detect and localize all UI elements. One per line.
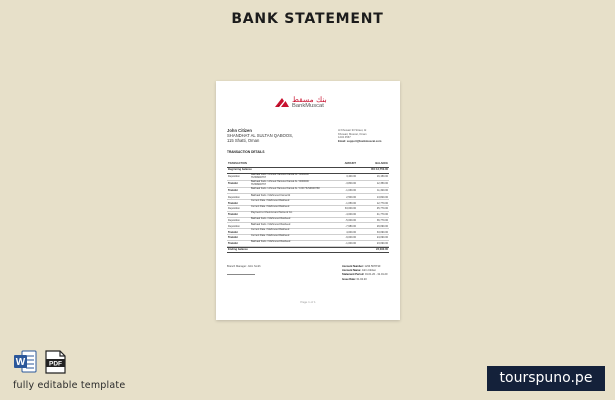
statement-period-value: 01.01.20 - 31.01.20: [364, 273, 388, 277]
transaction-description: Current Date / Mahmoud Rasheed: [251, 228, 290, 232]
customer-address-line1: SHANDHAT AL SULTAN QABOOS,: [227, 133, 294, 138]
transaction-balance: 11,320.00: [377, 188, 388, 192]
issue-date: [342, 278, 387, 282]
brand-badge[interactable]: tourspuno.pe: [487, 366, 605, 391]
transaction-description: Bakhaaf Faris / Ahmed Hamoud Kamal Al / 0000000 HUS9900767: [251, 173, 309, 180]
transaction-type: Transfer: [228, 201, 238, 205]
transaction-amount: 4,000.00: [346, 230, 356, 234]
customer-info: [227, 128, 293, 143]
header-balance: BALANCE: [375, 162, 388, 165]
transaction-amount: 33,000.00: [344, 207, 356, 211]
transaction-type: Deposition: [228, 207, 240, 211]
transaction-amount: 2,500.00: [346, 195, 356, 199]
transaction-description: Current Date / Mahmoud Rasheed: [251, 205, 290, 209]
bank-logo-mark-icon: [274, 96, 290, 109]
page-number: Page 1 of 1: [300, 300, 316, 304]
logo-arabic-text: بنك مسقط: [292, 95, 327, 104]
beginning-balance-value: RO 12,750.00: [371, 168, 388, 171]
bank-address-line: Khuwair, Muscat, Oman: [338, 132, 367, 136]
customer-address-line2: 115 Shatti, Oman: [227, 138, 260, 143]
file-format-icons: [13, 350, 69, 374]
header-amount: AMOUNT: [344, 162, 356, 165]
transaction-balance: 12,770.00: [376, 201, 388, 205]
ending-balance-label: Ending balance: [228, 247, 248, 251]
transaction-description: Payment to Chemist and Nurse & Co.: [251, 211, 293, 215]
pdf-document-icon[interactable]: [44, 350, 67, 374]
transaction-balance: 33,090.00: [376, 230, 388, 234]
transaction-amount: -7,680.00: [345, 224, 356, 228]
ending-balance-row: [227, 247, 389, 253]
pdf-label: PDF: [49, 360, 62, 368]
customer-name: John Citizen: [227, 128, 252, 133]
transaction-description: Bakhaaf Faris / Mahmoud Rasheed: [251, 216, 291, 220]
transaction-balance: 16,150.00: [376, 175, 388, 179]
transaction-balance: 45,770.00: [376, 207, 388, 211]
account-number-label: Account Number:: [342, 265, 364, 268]
transaction-balance: 29,090.00: [376, 224, 388, 228]
transaction-type: Transfer: [228, 236, 238, 240]
transaction-type: Transfer: [228, 188, 238, 192]
account-name-label: Account Name:: [342, 269, 362, 273]
transaction-type: Deposition: [228, 224, 240, 228]
header-transaction: TRANSACTION: [228, 162, 247, 165]
bank-address-line: Al Khuwair 33 Street, Al: [338, 129, 367, 132]
transaction-type: Deposition: [228, 195, 240, 199]
bank-logo: [274, 96, 344, 110]
account-number-value: 1234 5678 90: [364, 265, 381, 268]
issue-date-label: Issue Date:: [342, 277, 356, 281]
transaction-amount: -1,000.00: [345, 242, 356, 246]
transaction-type: Deposition: [228, 175, 240, 179]
transaction-balance: 12,350.00: [376, 182, 388, 186]
branch-manager: Branch Manager: John Smith: [227, 265, 261, 268]
account-info: [342, 265, 387, 282]
transaction-type: Deposition: [228, 218, 240, 222]
bank-address-line: 1234 4567: [338, 136, 351, 140]
transaction-amount: -1,030.00: [345, 188, 356, 192]
transaction-type: Transfer: [228, 230, 238, 234]
statement-document: [216, 81, 400, 320]
account-name-value: John Citizen: [361, 269, 377, 273]
transaction-description: Bakhaaf Faris / Ahmed Hamoud Kamal Al / 0000000 HUS9900767: [251, 180, 309, 186]
bank-email: Email: support@bankmuscat.com: [338, 139, 382, 143]
transaction-rows: [227, 174, 389, 247]
ending-balance-value: 23,090.00: [376, 247, 388, 251]
transaction-description: Current Date / Mahmoud Rasheed: [251, 199, 290, 203]
transaction-type: Transfer: [228, 242, 238, 246]
logo-name: BankMuscat: [292, 103, 324, 109]
statement-period-label: Statement Period:: [342, 273, 365, 277]
signature-line: [227, 274, 255, 275]
transaction-type: Transfer: [228, 213, 238, 217]
template-caption: fully editable template: [13, 380, 126, 391]
transaction-amount: -3,800.00: [345, 182, 356, 186]
transaction-amount: -5,000.00: [345, 218, 356, 222]
transaction-description: Bakhaaf Faris / Mahmoud Kamal Al: [251, 193, 291, 197]
transaction-description: Bakhaaf Faris / Mahmoud Rasheed: [251, 222, 291, 226]
transaction-balance: 36,770.00: [376, 218, 388, 222]
page-title: BANK STATEMENT: [231, 11, 384, 27]
transaction-description: Current Date / Mahmoud Rasheed: [251, 234, 290, 238]
transaction-balance: 24,090.00: [376, 236, 388, 240]
transaction-amount: 3,400.00: [346, 175, 356, 179]
section-title: TRANSACTION DETAILS: [227, 150, 265, 154]
transaction-amount: -9,000.00: [345, 236, 356, 240]
transaction-type: Transfer: [228, 182, 238, 186]
transaction-amount: -1,050.00: [345, 201, 356, 205]
issue-date-value: 01.02.20: [356, 277, 367, 281]
word-letter: W: [15, 357, 26, 368]
bank-address: [338, 129, 392, 143]
transaction-balance: 23,090.00: [376, 242, 388, 246]
word-document-icon[interactable]: [13, 350, 37, 373]
transaction-balance: 41,770.00: [376, 213, 388, 217]
transaction-balance: 13,820.00: [376, 195, 388, 199]
transaction-amount: -4,000.00: [345, 213, 356, 217]
beginning-balance-label: Beginning balance: [228, 168, 252, 171]
transaction-description: Bakhaaf Faris / Mahmoud Rasheed: [251, 240, 291, 244]
transaction-table: [227, 162, 389, 253]
transaction-description: Bakhaaf Faris / Ahmed Hamoud Kamal Al / 0.00 HUS9909768: [251, 186, 320, 190]
